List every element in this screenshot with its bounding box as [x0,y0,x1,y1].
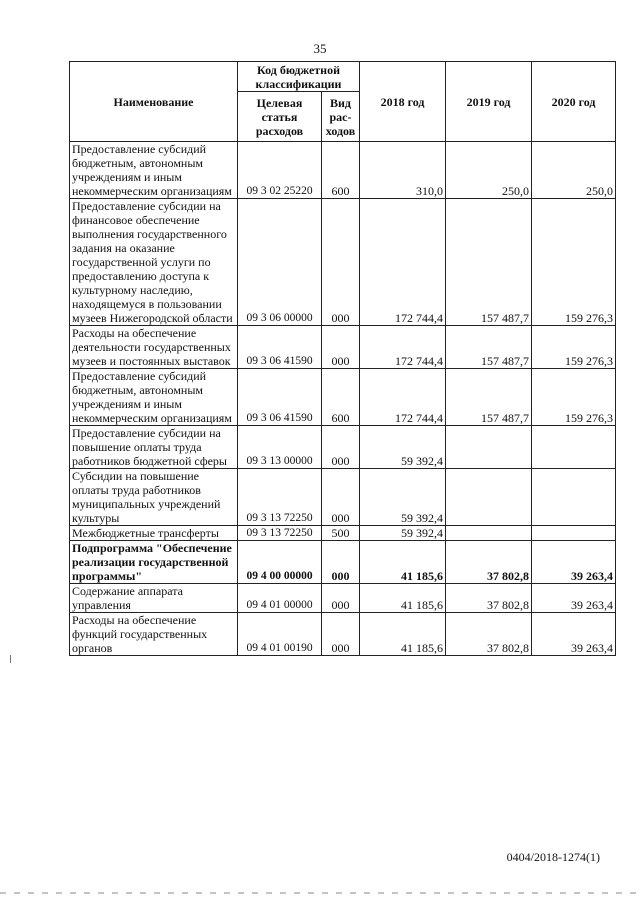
cell-y2020: 159 276,3 [532,326,616,369]
cell-kind: 600 [322,142,360,199]
cell-code: 09 4 01 00190 [238,613,322,656]
cell-code: 09 3 13 72250 [238,469,322,526]
page-number: 35 [313,41,327,56]
header-target-item: Целевая статья расходов [238,92,322,142]
cell-y2019: 37 802,8 [446,613,532,656]
cell-y2020: 39 263,4 [532,541,616,584]
cell-y2020 [532,426,616,469]
cell-name: Подпрограмма "Обеспечение реализации государственной программы" [70,541,238,584]
cell-y2019: 37 802,8 [446,541,532,584]
cell-y2018: 41 185,6 [360,584,446,613]
budget-table [69,61,616,656]
cell-kind: 500 [322,526,360,541]
table-row [70,526,616,541]
cell-y2019: 250,0 [446,142,532,199]
header-2018: 2018 год [360,62,446,142]
header-expense-type: Вид рас-ходов [322,92,360,142]
cell-y2020 [532,469,616,526]
table-row [70,199,616,326]
cell-y2018: 172 744,4 [360,326,446,369]
cell-y2019 [446,526,532,541]
cell-kind: 000 [322,584,360,613]
margin-mark [10,655,11,663]
cell-y2020: 159 276,3 [532,369,616,426]
bottom-edge-dots [0,892,640,894]
cell-y2019 [446,469,532,526]
cell-code: 09 4 00 00000 [238,541,322,584]
cell-name: Межбюджетные трансферты [70,526,238,541]
cell-code: 09 3 06 41590 [238,326,322,369]
cell-y2020 [532,526,616,541]
cell-y2018: 41 185,6 [360,613,446,656]
cell-code: 09 3 06 00000 [238,199,322,326]
table-row [70,584,616,613]
cell-kind: 000 [322,613,360,656]
cell-y2018: 172 744,4 [360,199,446,326]
table-row [70,142,616,199]
cell-kind: 600 [322,369,360,426]
cell-y2019: 37 802,8 [446,584,532,613]
footer-document-code: 0404/2018-1274(1) [506,850,600,864]
header-2019: 2019 год [446,62,532,142]
cell-y2019: 157 487,7 [446,326,532,369]
cell-y2018: 310,0 [360,142,446,199]
cell-y2020: 39 263,4 [532,584,616,613]
cell-kind: 000 [322,541,360,584]
cell-name: Предоставление субсидий бюджетным, автономным учреждениям и иным некоммерческим организациям [70,142,238,199]
cell-y2019: 157 487,7 [446,199,532,326]
cell-y2019: 157 487,7 [446,369,532,426]
table-row [70,613,616,656]
header-2020: 2020 год [532,62,616,142]
cell-y2020: 250,0 [532,142,616,199]
cell-name: Содержание аппарата управления [70,584,238,613]
table-row [70,541,616,584]
cell-name: Расходы на обеспечение деятельности государственных музеев и постоянных выставок [70,326,238,369]
table-row [70,326,616,369]
table-row [70,369,616,426]
cell-y2018: 41 185,6 [360,541,446,584]
cell-y2018: 59 392,4 [360,469,446,526]
cell-y2019 [446,426,532,469]
cell-kind: 000 [322,426,360,469]
cell-y2018: 172 744,4 [360,369,446,426]
cell-code: 09 4 01 00000 [238,584,322,613]
cell-y2020: 39 263,4 [532,613,616,656]
cell-name: Предоставление субсидий бюджетным, автономным учреждениям и иным некоммерческим организациям [70,369,238,426]
cell-kind: 000 [322,199,360,326]
table-row [70,469,616,526]
cell-code: 09 3 06 41590 [238,369,322,426]
cell-kind: 000 [322,469,360,526]
cell-code: 09 3 13 00000 [238,426,322,469]
cell-name: Предоставление субсидии на финансовое обеспечение выполнения государственного задания на оказание государственной услуги по предоставлению доступа к культурному наследию, находящемуся в пользовании музеев Нижегородской области [70,199,238,326]
cell-y2020: 159 276,3 [532,199,616,326]
cell-name: Субсидии на повышение оплаты труда работников муниципальных учреждений культуры [70,469,238,526]
cell-y2018: 59 392,4 [360,426,446,469]
cell-code: 09 3 02 25220 [238,142,322,199]
cell-name: Предоставление субсидии на повышение оплаты труда работников бюджетной сферы [70,426,238,469]
cell-y2018: 59 392,4 [360,526,446,541]
cell-code: 09 3 13 72250 [238,526,322,541]
header-name: Наименование [70,62,238,142]
table-row [70,426,616,469]
cell-kind: 000 [322,326,360,369]
cell-name: Расходы на обеспечение функций государственных органов [70,613,238,656]
header-budget-code: Код бюджетной классификации [238,62,360,92]
